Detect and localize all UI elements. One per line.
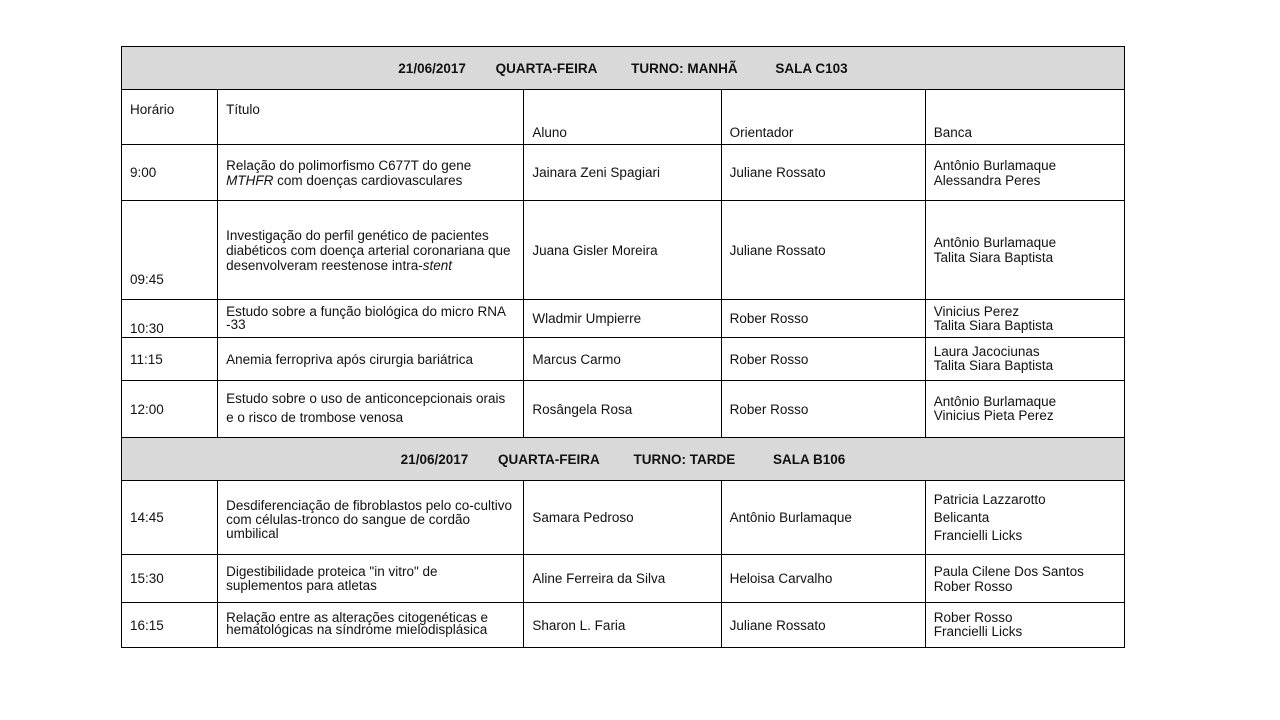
board-member: Belicanta (933, 509, 990, 525)
row-board (925, 300, 1124, 338)
row-board (925, 603, 1124, 648)
row-board (925, 481, 1124, 555)
board-member: Talita Siara Baptista (933, 358, 1054, 373)
table-row (122, 300, 1125, 338)
row-time: 09:45 (122, 201, 218, 300)
board-member: Patricia Lazzarotto (933, 491, 1046, 507)
session-date: 21/06/2017 (398, 60, 466, 76)
table-row (122, 338, 1125, 381)
column-header-board: Banca (925, 90, 1124, 145)
row-time: 11:15 (122, 338, 218, 381)
row-title (218, 145, 524, 201)
row-student: Rosângela Rosa (524, 381, 721, 438)
row-board (925, 145, 1124, 201)
session-room: SALA C103 (775, 60, 848, 76)
row-student: Sharon L. Faria (524, 603, 721, 648)
row-advisor: Antônio Burlamaque (721, 481, 925, 555)
board-member: Laura Jacociunas (933, 344, 1040, 359)
row-student: Juana Gisler Moreira (524, 201, 721, 300)
board-member: Vinicius Perez (933, 303, 1020, 319)
row-title-italic: stent (422, 257, 452, 273)
session-header-afternoon (122, 438, 1125, 481)
board-member: Rober Rosso (933, 610, 1013, 625)
row-title: Estudo sobre o uso de anticoncepcionais orais e o risco de trombose venosa (218, 381, 524, 438)
row-title-part: com doenças cardiovasculares (273, 172, 463, 188)
row-time: 16:15 (122, 603, 218, 648)
row-board (925, 201, 1124, 300)
session-room: SALA B106 (773, 451, 846, 467)
table-row (122, 603, 1125, 648)
session-weekday: QUARTA-FEIRA (495, 60, 598, 76)
board-member: Antônio Burlamaque (933, 235, 1057, 250)
session-turn: TURNO: TARDE (633, 451, 736, 467)
board-member: Francielli Licks (933, 527, 1023, 543)
row-student: Jainara Zeni Spagiari (524, 145, 721, 201)
schedule-sheet (121, 46, 1125, 648)
row-student: Wladmir Umpierre (524, 300, 721, 338)
row-advisor: Heloisa Carvalho (721, 555, 925, 603)
row-time: 15:30 (122, 555, 218, 603)
row-title-gene: MTHFR (226, 172, 274, 188)
row-student: Marcus Carmo (524, 338, 721, 381)
row-time: 12:00 (122, 381, 218, 438)
table-row (122, 555, 1125, 603)
table-row (122, 201, 1125, 300)
board-member: Alessandra Peres (933, 172, 1041, 188)
board-member: Francielli Licks (933, 624, 1023, 639)
schedule-table (121, 46, 1125, 648)
row-student: Samara Pedroso (524, 481, 721, 555)
session-date: 21/06/2017 (400, 451, 469, 467)
column-header-student: Aluno (524, 90, 721, 145)
row-title: Anemia ferropriva após cirurgia bariátrica (218, 338, 524, 381)
row-advisor: Rober Rosso (721, 338, 925, 381)
row-advisor: Rober Rosso (721, 381, 925, 438)
row-time: 10:30 (122, 300, 218, 338)
row-time: 14:45 (122, 481, 218, 555)
session-header-morning (122, 47, 1125, 90)
board-member: Antônio Burlamaque (933, 394, 1057, 409)
row-title: Relação entre as alterações citogenéticas e hematológicas na síndrome mielodisplásica (218, 603, 524, 648)
row-advisor: Juliane Rossato (721, 201, 925, 300)
board-member: Rober Rosso (933, 578, 1013, 594)
row-advisor: Juliane Rossato (721, 145, 925, 201)
row-time: 9:00 (122, 145, 218, 201)
row-title-part: Relação do polimorfismo C677T do gene (226, 157, 472, 173)
row-board (925, 338, 1124, 381)
board-member: Talita Siara Baptista (933, 250, 1054, 265)
session-turn: TURNO: MANHÃ (631, 60, 738, 76)
session-header-cell (122, 438, 1125, 481)
column-header-advisor: Orientador (721, 90, 925, 145)
column-header-row (122, 90, 1125, 145)
row-title (218, 201, 524, 300)
table-row (122, 481, 1125, 555)
row-title: Desdiferenciação de fibroblastos pelo co-cultivo com células-tronco do sangue de cordão umbilical (218, 481, 524, 555)
board-member: Paula Cilene Dos Santos (933, 563, 1084, 579)
column-header-time: Horário (122, 90, 218, 145)
column-header-title: Título (218, 90, 524, 145)
row-title: Estudo sobre a função biológica do micro RNA -33 (218, 300, 524, 338)
row-advisor: Juliane Rossato (721, 603, 925, 648)
board-member: Talita Siara Baptista (933, 317, 1054, 333)
row-student: Aline Ferreira da Silva (524, 555, 721, 603)
session-header-cell (122, 47, 1125, 90)
board-member: Vinicius Pieta Perez (933, 408, 1054, 423)
table-row (122, 381, 1125, 438)
session-weekday: QUARTA-FEIRA (498, 451, 600, 467)
table-row (122, 145, 1125, 201)
row-board (925, 555, 1124, 603)
row-advisor: Rober Rosso (721, 300, 925, 338)
row-title-part: Investigação do perfil genético de pacientes diabéticos com doença arterial coronariana que desenvolveram reestenose intra- (226, 227, 511, 273)
row-board (925, 381, 1124, 438)
row-title: Digestibilidade proteica "in vitro" de suplementos para atletas (218, 555, 524, 603)
board-member: Antônio Burlamaque (933, 157, 1057, 173)
